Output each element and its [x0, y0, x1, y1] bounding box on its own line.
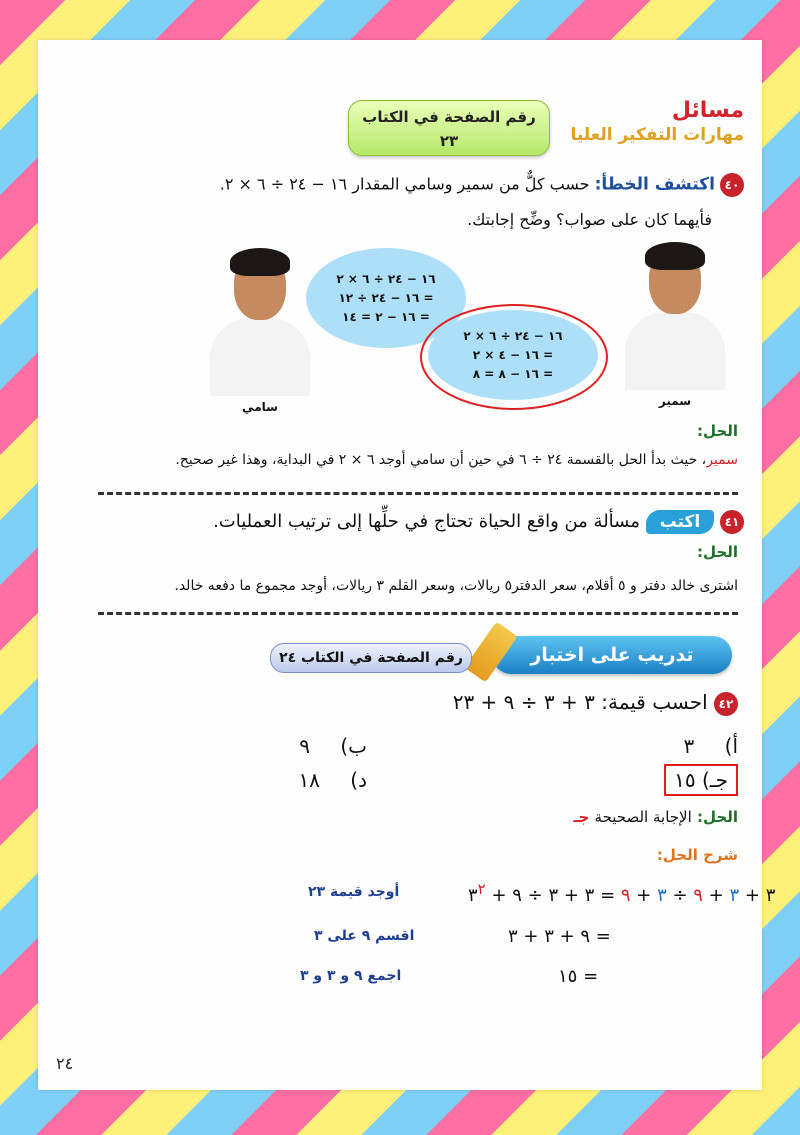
option-value: ١٥: [674, 768, 696, 792]
question-number-badge: ٤٢: [714, 692, 738, 716]
samir-line: ١٦ − ٢٤ ÷ ٦ × ٢: [463, 328, 563, 343]
highlight-circle: [420, 304, 608, 410]
option-c: [664, 768, 738, 792]
question-expression: ٣ + ٣ ÷ ٩ + ٢٣: [452, 690, 595, 714]
step-3-note: اجمع ٩ و ٣ و ٣: [300, 968, 402, 984]
option-d: [298, 768, 367, 792]
question-42: [453, 690, 738, 716]
book-page-reference-2: رقم الصفحة في الكتاب ٢٤: [270, 643, 472, 673]
answer-40: [48, 452, 738, 468]
sami-line: ١٦ − ٢٤ ÷ ٦ × ٢: [336, 271, 436, 286]
step-2-equation: = ٩ + ٣ + ٣: [508, 926, 611, 947]
section-title: مسائل: [671, 98, 744, 123]
step-2-note: اقسم ٩ على ٣: [314, 928, 415, 944]
question-number-badge: ٤١: [720, 510, 744, 534]
question-text: مسألة من واقع الحياة تحتاج في حلِّها إلى ترتيب العمليات.: [213, 511, 640, 532]
question-number-badge: ٤٠: [720, 173, 744, 197]
section-heading: [570, 98, 744, 146]
option-b: [299, 734, 367, 758]
option-letter: أ): [724, 734, 738, 758]
option-value: ٣: [683, 734, 695, 758]
question-text: حسب كلٌّ من سمير وسامي المقدار ١٦ − ٢٤ ÷ ٦ × ٢.: [219, 174, 590, 194]
banner-label: تدريب على اختبار: [530, 644, 694, 666]
book-page-label: رقم الصفحة في الكتاب: [362, 108, 536, 126]
option-letter: د): [350, 768, 367, 792]
samir-line: = ١٦ − ٤ × ٢: [472, 347, 554, 362]
dashed-divider: [98, 492, 738, 495]
explanation-title: شرح الحل:: [656, 846, 738, 864]
answer-label: الحل:: [697, 808, 738, 826]
section-subtitle: مهارات التفكير العليا: [570, 125, 744, 145]
samir-name: سمير: [658, 394, 692, 408]
answer-42: [573, 808, 738, 826]
step-1-note: أوجد قيمة ٢٣: [308, 884, 400, 900]
answer-label: الحل:: [697, 422, 738, 440]
option-value: ١٨: [298, 768, 320, 792]
samir-line: = ١٦ − ٨ = ٨: [472, 366, 554, 381]
question-40: [54, 173, 744, 197]
sami-line: = ١٦ − ٢٤ ÷ ١٢: [338, 290, 434, 305]
step-3-equation: = ١٥: [558, 966, 599, 987]
workbook-page: [38, 40, 776, 1090]
option-a: [684, 734, 738, 758]
sami-line: = ١٦ − ٢ = ١٤: [342, 309, 430, 324]
answer-41: اشترى خالد دفتر و ٥ أقلام، سعر الدفتر٥ ريالات، وسعر القلم ٣ ريالات، أوجد مجموع ما دفعه خالد.: [174, 578, 738, 594]
step-1-equation: ٣ + ٣ + ٩ ÷ ٣ + ٩ = ٣ + ٣ ÷ ٩ + $٣^٢$: [468, 880, 776, 906]
option-value: ٩: [299, 734, 310, 758]
question-label: اكتشف الخطأ:: [594, 174, 715, 195]
option-letter: ب): [340, 734, 367, 758]
answer-choice: جـ: [573, 808, 590, 826]
sami-photo: [210, 246, 310, 414]
dashed-divider: [98, 612, 738, 615]
answer-text: الإجابة الصحيحة: [594, 808, 692, 826]
illustration: [210, 240, 750, 412]
answer-text: ، حيث بدأ الحل بالقسمة ٢٤ ÷ ٦ في حين أن سامي أوجد ٦ × ٢ في البداية، وهذا غير صحيح.: [175, 452, 707, 468]
answer-name: سمير: [706, 452, 738, 468]
write-badge: اكتب: [646, 510, 715, 534]
sami-name: سامي: [242, 400, 278, 414]
samir-photo: [625, 240, 725, 408]
question-prompt: احسب قيمة:: [601, 690, 708, 714]
book-page-reference: [348, 100, 550, 156]
test-practice-banner: [492, 636, 732, 674]
book-page-number: ٢٣: [439, 132, 459, 150]
option-letter: جـ): [701, 768, 728, 792]
page-number: ٢٤: [56, 1054, 74, 1073]
question-40-followup: فأيهما كان على صواب؟ وضِّح إجابتك.: [467, 210, 712, 229]
answer-label: الحل:: [697, 543, 738, 561]
question-41: [213, 510, 744, 534]
pencil-icon: [464, 622, 517, 683]
correct-option-box: [664, 764, 738, 796]
